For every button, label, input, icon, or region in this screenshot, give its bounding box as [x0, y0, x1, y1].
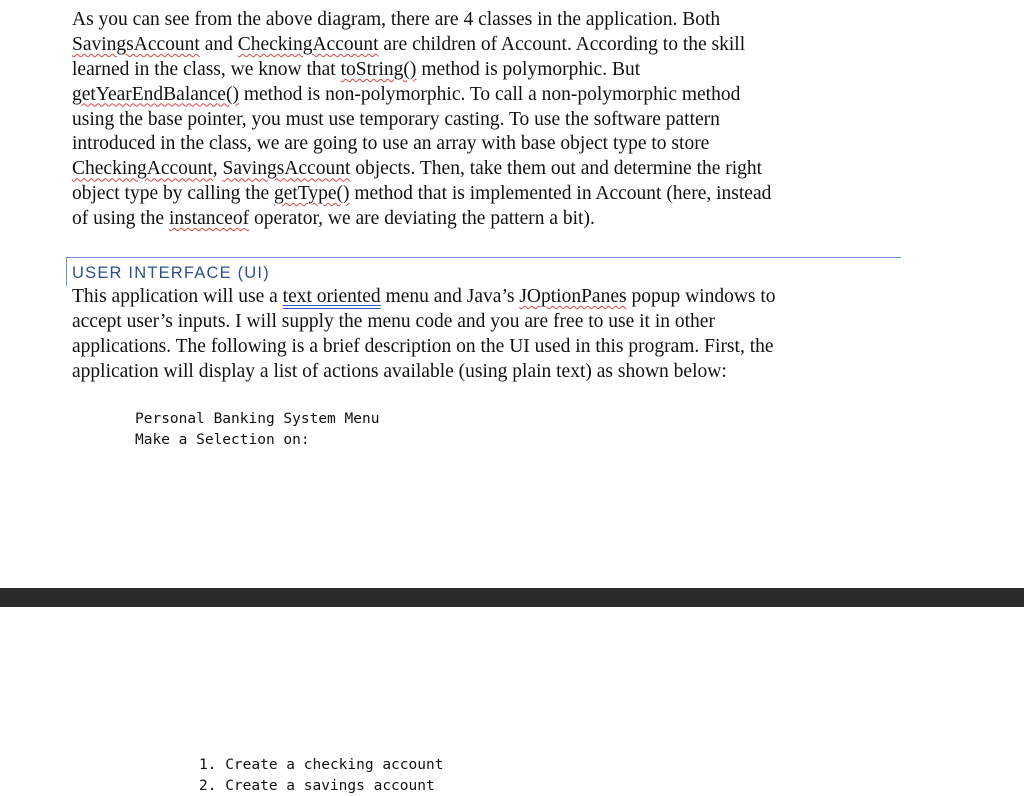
text-run: popup windows to: [626, 286, 776, 307]
menu-header-code: [135, 409, 379, 450]
code-line: 2. Create a savings account: [199, 777, 435, 794]
text-run: operator, we are deviating the pattern a bit).: [249, 208, 595, 230]
spellcheck-word: JOptionPanes: [519, 286, 627, 307]
spellcheck-word: toString(): [340, 58, 417, 80]
spellcheck-word: instanceof: [168, 208, 250, 230]
intro-line: introduced in the class, we are going to use an array with base object type to store: [72, 133, 710, 155]
text-run: and: [199, 33, 238, 55]
document-page-bottom: [0, 607, 1024, 795]
section-heading-text: USER INTERFACE (UI): [72, 264, 270, 282]
intro-line: [72, 157, 902, 182]
spellcheck-word: CheckingAccount: [72, 158, 213, 180]
spellcheck-word: SavingsAccount: [72, 33, 200, 55]
intro-line: [72, 207, 902, 232]
spellcheck-word: SavingsAccount: [222, 158, 351, 180]
spellcheck-word: CheckingAccount: [237, 33, 379, 55]
intro-line: [72, 83, 902, 108]
intro-line: As you can see from the above diagram, there are 4 classes in the application. Both: [72, 9, 721, 30]
spellcheck-word: getType(): [273, 183, 350, 205]
intro-line: using the base pointer, you must use temporary casting. To use the software pattern: [72, 108, 720, 130]
text-run: ,: [212, 158, 223, 180]
code-line: Make a Selection on:: [135, 431, 310, 448]
intro-line: [72, 33, 902, 58]
page-break-gap: [0, 588, 1024, 607]
text-run: objects. Then, take them out and determine the right: [350, 158, 763, 180]
intro-line: [72, 182, 902, 207]
text-run: menu and Java’s: [380, 286, 520, 307]
intro-paragraph: [72, 8, 902, 232]
ui-line: [72, 285, 902, 310]
text-run: learned in the class, we know that: [72, 58, 341, 80]
ui-line: applications. The following is a brief description on the UI used in this program. First, the: [72, 335, 774, 357]
code-line: Personal Banking System Menu: [135, 411, 380, 427]
text-run: method is polymorphic. But: [416, 58, 641, 80]
text-run: of using the: [72, 208, 169, 230]
text-run: This application will use a: [72, 286, 283, 307]
section-heading: [66, 257, 901, 286]
text-run: are children of Account. According to the skill: [378, 33, 746, 55]
ui-line: application will display a list of actions available (using plain text) as shown below:: [72, 360, 727, 382]
text-run: object type by calling the: [72, 183, 274, 205]
grammar-marked-word: text oriented: [282, 286, 381, 307]
code-line: 1. Create a checking account: [199, 757, 444, 773]
ui-line: accept user’s inputs. I will supply the menu code and you are free to use it in other: [72, 310, 715, 332]
menu-items-code: [199, 755, 443, 796]
text-run: method that is implemented in Account (here, instead: [349, 183, 772, 205]
ui-paragraph: [72, 285, 902, 385]
spellcheck-word: getYearEndBalance(): [72, 83, 239, 105]
text-run: method is non-polymorphic. To call a non-polymorphic method: [238, 83, 741, 105]
intro-line: [72, 58, 902, 83]
